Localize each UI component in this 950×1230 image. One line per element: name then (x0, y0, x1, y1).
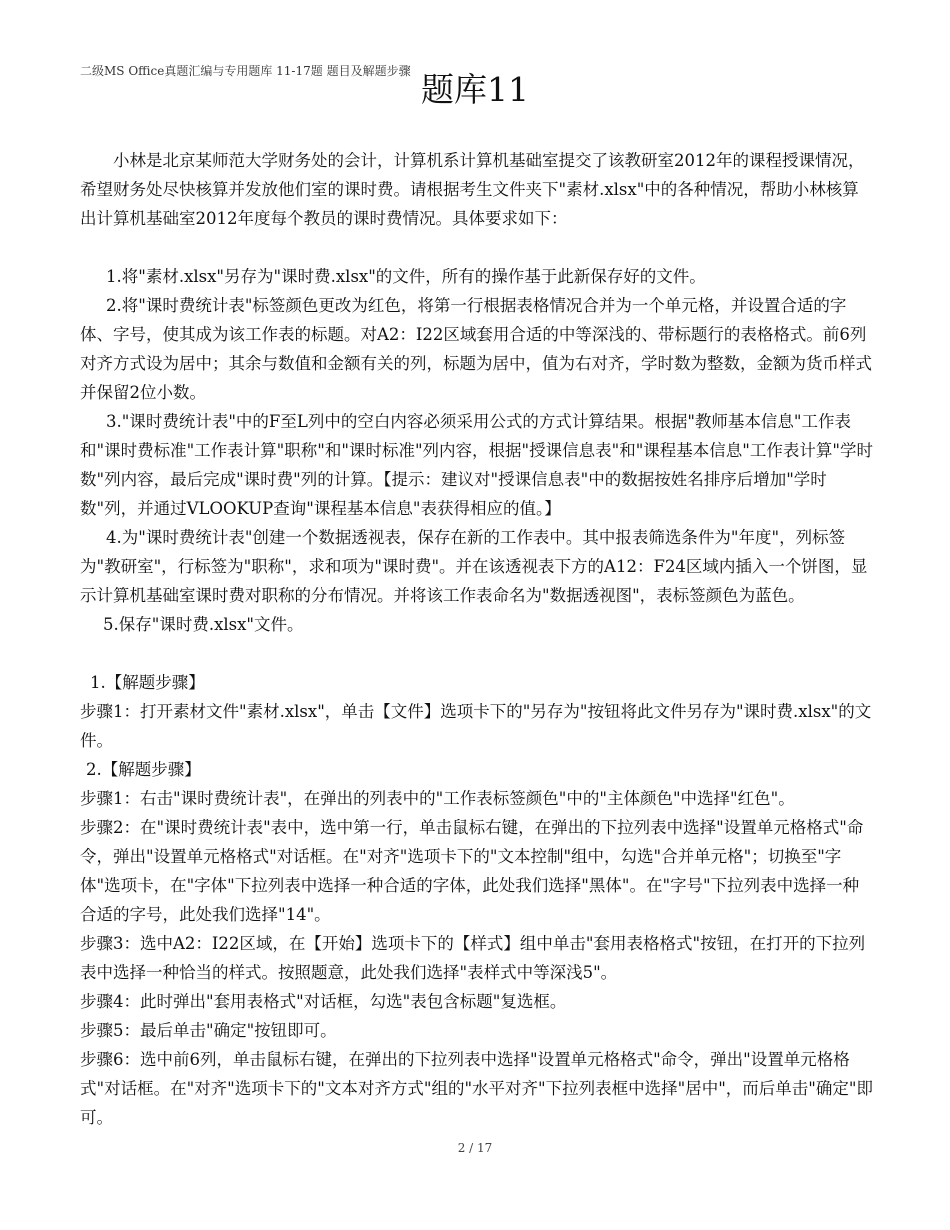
document-body (80, 146, 873, 1132)
solution-2-step-3: 步骤3：选中A2：I22区域，在【开始】选项卡下的【样式】组中单击"套用表格格式"按钮，在打开的下拉列表中选择一种恰当的样式。按照题意，此处我们选择"表样式中等深浅5"。 (80, 934, 866, 982)
requirement-5: 5.保存"课时费.xlsx"文件。 (103, 615, 304, 634)
requirement-3: 3."课时费统计表"中的F至L列中的空白内容必须采用公式的方式计算结果。根据"教师基本信息"工作表和"课时费标准"工作表计算"职称"和"课时标准"列内容，根据"授课信息表"和"课程基本信息"工作表计算"学时数"列内容，最后完成"课时费"列的计算。【提示：建议对"授课信息表"中的数据按姓名排序后增加"学时数"列，并通过VLOOKUP查询"课程基本信息"表获得相应的值。】 (80, 412, 873, 518)
paragraph-gap (80, 639, 873, 668)
solution-2-step-2: 步骤2：在"课时费统计表"表中，选中第一行，单击鼠标右键，在弹出的下拉列表中选择"设置单元格格式"命令，弹出"设置单元格格式"对话框。在"对齐"选项卡下的"文本控制"组中，勾选"合并单元格"；切换至"字体"选项卡，在"字体"下拉列表中选择一种合适的字体，此处我们选择"黑体"。在"字号"下拉列表中选择一种合适的字号，此处我们选择"14"。 (80, 818, 864, 924)
solution-1-step-1: 步骤1：打开素材文件"素材.xlsx"，单击【文件】选项卡下的"另存为"按钮将此文件另存为"课时费.xlsx"的文件。 (80, 702, 872, 750)
page-number: 2 / 17 (457, 1141, 493, 1155)
paragraph-gap (80, 233, 873, 262)
solution-2-heading: 2.【解题步骤】 (86, 760, 201, 779)
requirement-1: 1.将"素材.xlsx"另存为"课时费.xlsx"的文件，所有的操作基于此新保存好的文件。 (106, 267, 706, 286)
intro-paragraph: 小林是北京某师范大学财务处的会计，计算机系计算机基础室提交了该教研室2012年的课程授课情况，希望财务处尽快核算并发放他们室的课时费。请根据考生文件夹下"素材.xlsx"中的各种情况，帮助小林核算出计算机基础室2012年度每个教员的课时费情况。具体要求如下： (80, 151, 865, 228)
requirement-4: 4.为"课时费统计表"创建一个数据透视表，保存在新的工作表中。其中报表筛选条件为"年度"，列标签为"教研室"，行标签为"职称"，求和项为"课时费"。并在该透视表下方的A12：F24区域内插入一个饼图，显示计算机基础室课时费对职称的分布情况。并将该工作表命名为"数据透视图"，表标签颜色为蓝色。 (80, 528, 868, 605)
page-title: 题库11 (421, 70, 529, 109)
page-header: 二级MS Office真题汇编与专用题库 11-17题 题目及解题步骤 (80, 64, 411, 78)
requirement-2: 2.将"课时费统计表"标签颜色更改为红色，将第一行根据表格情况合并为一个单元格，并设置合适的字体、字号，使其成为该工作表的标题。对A2：I22区域套用合适的中等深浅的、带标题行的表格格式。前6列对齐方式设为居中；其余与数值和金额有关的列，标题为居中，值为右对齐，学时数为整数，金额为货币样式并保留2位小数。 (80, 296, 872, 402)
solution-2-step-4: 步骤4：此时弹出"套用表格式"对话框，勾选"表包含标题"复选框。 (80, 992, 567, 1011)
solution-2-step-6: 步骤6：选中前6列，单击鼠标右键，在弹出的下拉列表中选择"设置单元格格式"命令，弹出"设置单元格格式"对话框。在"对齐"选项卡下的"文本对齐方式"组的"水平对齐"下拉列表框中选择"居中"，而后单击"确定"即可。 (80, 1050, 873, 1127)
solution-2-step-5: 步骤5：最后单击"确定"按钮即可。 (80, 1021, 337, 1040)
solution-2-step-1: 步骤1：右击"课时费统计表"，在弹出的列表中的"工作表标签颜色"中的"主体颜色"中选择"红色"。 (80, 789, 795, 808)
solution-1-heading: 1.【解题步骤】 (90, 673, 205, 692)
